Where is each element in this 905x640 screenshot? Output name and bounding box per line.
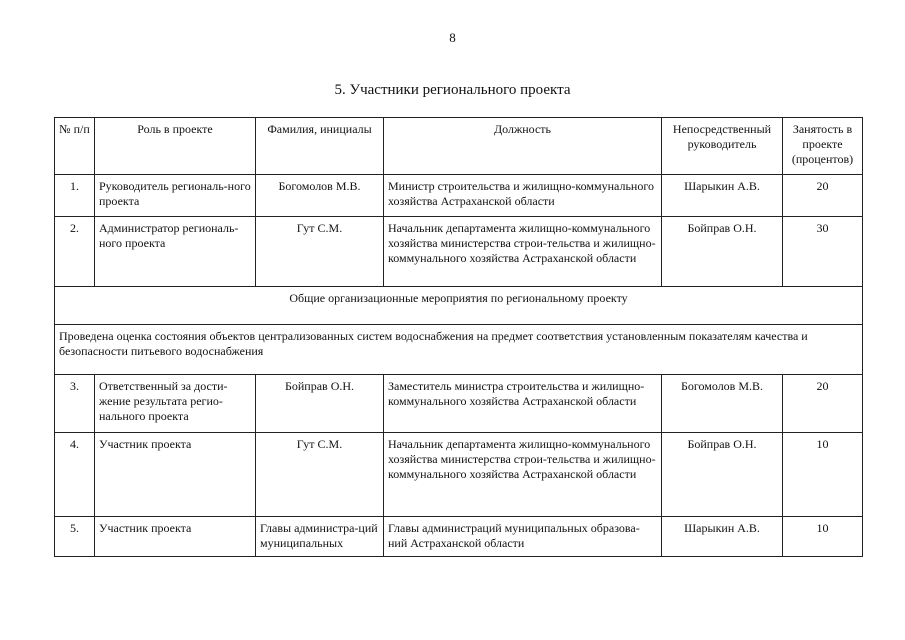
row-position: Заместитель министра строительства и жилищно-коммунального хозяйства Астраханской области bbox=[384, 375, 662, 433]
header-manager: Непосредственный руководитель bbox=[662, 118, 783, 175]
header-load: Занятость в проекте (процентов) bbox=[783, 118, 863, 175]
row-load: 10 bbox=[783, 517, 863, 557]
row-name: Гут С.М. bbox=[256, 217, 384, 287]
row-number: 5. bbox=[55, 517, 95, 557]
row-name: Бойправ О.Н. bbox=[256, 375, 384, 433]
header-role: Роль в проекте bbox=[95, 118, 256, 175]
row-number: 3. bbox=[55, 375, 95, 433]
row-manager: Бойправ О.Н. bbox=[662, 433, 783, 517]
row-load: 10 bbox=[783, 433, 863, 517]
description-row bbox=[55, 325, 863, 375]
header-name: Фамилия, инициалы bbox=[256, 118, 384, 175]
header-position: Должность bbox=[384, 118, 662, 175]
row-number: 2. bbox=[55, 217, 95, 287]
section-row bbox=[55, 287, 863, 325]
table-row bbox=[55, 433, 863, 517]
row-position: Главы администраций муниципальных образова-ний Астраханской области bbox=[384, 517, 662, 557]
row-role: Ответственный за дости-жение результата регио-нального проекта bbox=[95, 375, 256, 433]
row-position: Министр строительства и жилищно-коммунального хозяйства Астраханской области bbox=[384, 175, 662, 217]
row-number: 1. bbox=[55, 175, 95, 217]
row-manager: Шарыкин А.В. bbox=[662, 175, 783, 217]
row-manager: Богомолов М.В. bbox=[662, 375, 783, 433]
table-row bbox=[55, 175, 863, 217]
row-name: Богомолов М.В. bbox=[256, 175, 384, 217]
row-load: 20 bbox=[783, 375, 863, 433]
row-load: 30 bbox=[783, 217, 863, 287]
header-number: № п/п bbox=[55, 118, 95, 175]
table-row bbox=[55, 375, 863, 433]
row-position: Начальник департамента жилищно-коммунального хозяйства министерства строи-тельства и жилищно-коммунального хозяйства Астраханской области bbox=[384, 217, 662, 287]
row-role: Участник проекта bbox=[95, 433, 256, 517]
row-role: Руководитель региональ-ного проекта bbox=[95, 175, 256, 217]
row-role: Администратор региональ-ного проекта bbox=[95, 217, 256, 287]
table-row bbox=[55, 517, 863, 557]
row-number: 4. bbox=[55, 433, 95, 517]
row-name: Гут С.М. bbox=[256, 433, 384, 517]
section-title: 5. Участники регионального проекта bbox=[334, 82, 571, 98]
row-load: 20 bbox=[783, 175, 863, 217]
table-header-row bbox=[55, 118, 863, 175]
page-number: 8 bbox=[449, 30, 456, 45]
section-row-label: Общие организационные мероприятия по региональному проекту bbox=[55, 287, 863, 325]
row-manager: Бойправ О.Н. bbox=[662, 217, 783, 287]
row-name: Главы администра-ций муниципальных bbox=[256, 517, 384, 557]
row-manager: Шарыкин А.В. bbox=[662, 517, 783, 557]
row-role: Участник проекта bbox=[95, 517, 256, 557]
table-row bbox=[55, 217, 863, 287]
description-row-text: Проведена оценка состояния объектов централизованных систем водоснабжения на предмет соответствия установленным показателям качества и безопасности питьевого водоснабжения bbox=[55, 325, 863, 375]
participants-table bbox=[54, 117, 863, 557]
row-position: Начальник департамента жилищно-коммунального хозяйства министерства строи-тельства и жилищно-коммунального хозяйства Астраханской области bbox=[384, 433, 662, 517]
